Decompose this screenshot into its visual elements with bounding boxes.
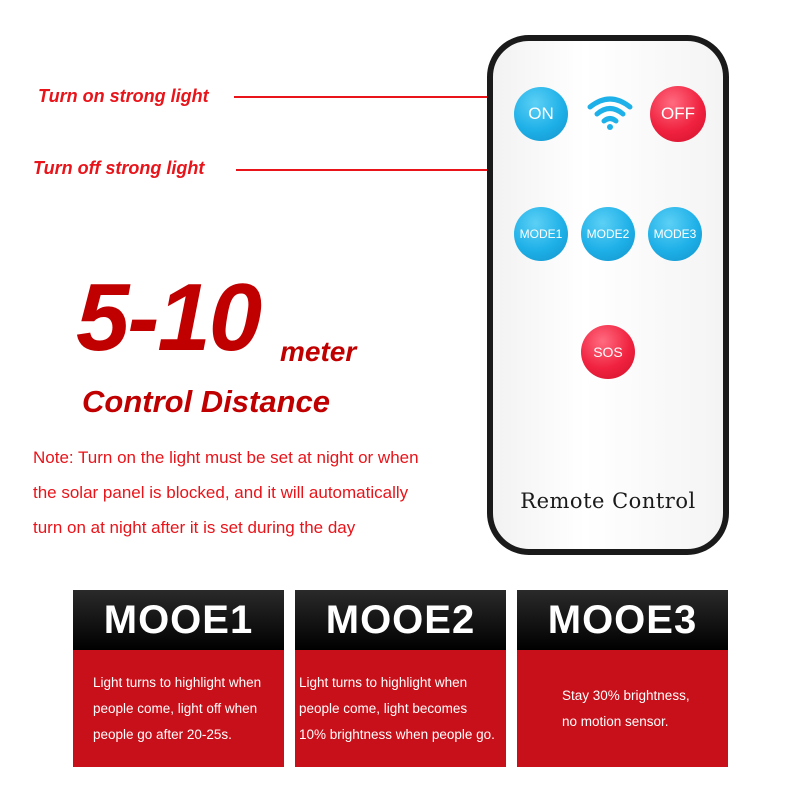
mode1-panel: [73, 590, 284, 767]
mode1-line: Light turns to highlight when: [93, 674, 262, 690]
mode3-panel: [517, 590, 728, 767]
on-button[interactable]: ON: [514, 87, 568, 141]
note-line: turn on at night after it is set during the day: [33, 518, 356, 537]
mode3-description: [517, 650, 728, 767]
remote-label: Remote Control: [520, 489, 696, 513]
mode2-panel: [295, 590, 506, 767]
off-button[interactable]: OFF: [650, 86, 706, 142]
mode3-line: Stay 30% brightness,: [562, 687, 690, 703]
turn-on-callout: Turn on strong light: [38, 86, 209, 106]
distance-unit: meter: [280, 336, 357, 367]
mode2-description: [295, 650, 506, 767]
mode3-line: no motion sensor.: [562, 713, 669, 729]
on-callout-line: [234, 96, 524, 98]
note-line: Note: Turn on the light must be set at night or when: [33, 448, 419, 467]
note-text: [33, 440, 473, 545]
mode1-button[interactable]: MODE1: [514, 207, 568, 261]
distance-value: 5-10: [76, 264, 261, 371]
mode1-description: [73, 650, 284, 767]
mode1-line: people come, light off when: [93, 700, 258, 716]
mode2-line: Light turns to highlight when: [299, 674, 468, 690]
wifi-icon: [585, 93, 635, 133]
sos-button[interactable]: SOS: [581, 325, 635, 379]
mode1-title: MOOE1: [73, 590, 284, 650]
mode3-title: MOOE3: [517, 590, 728, 650]
mode2-line: 10% brightness when people go.: [299, 726, 495, 742]
mode2-title: MOOE2: [295, 590, 506, 650]
turn-off-callout: Turn off strong light: [33, 158, 205, 178]
distance-label: Control Distance: [82, 384, 331, 419]
note-line: the solar panel is blocked, and it will automatically: [33, 483, 409, 502]
mode2-line: people come, light becomes: [299, 700, 468, 716]
mode2-button[interactable]: MODE2: [581, 207, 635, 261]
mode3-button[interactable]: MODE3: [648, 207, 702, 261]
mode1-line: people go after 20-25s.: [93, 726, 232, 742]
remote-control: [487, 35, 729, 555]
